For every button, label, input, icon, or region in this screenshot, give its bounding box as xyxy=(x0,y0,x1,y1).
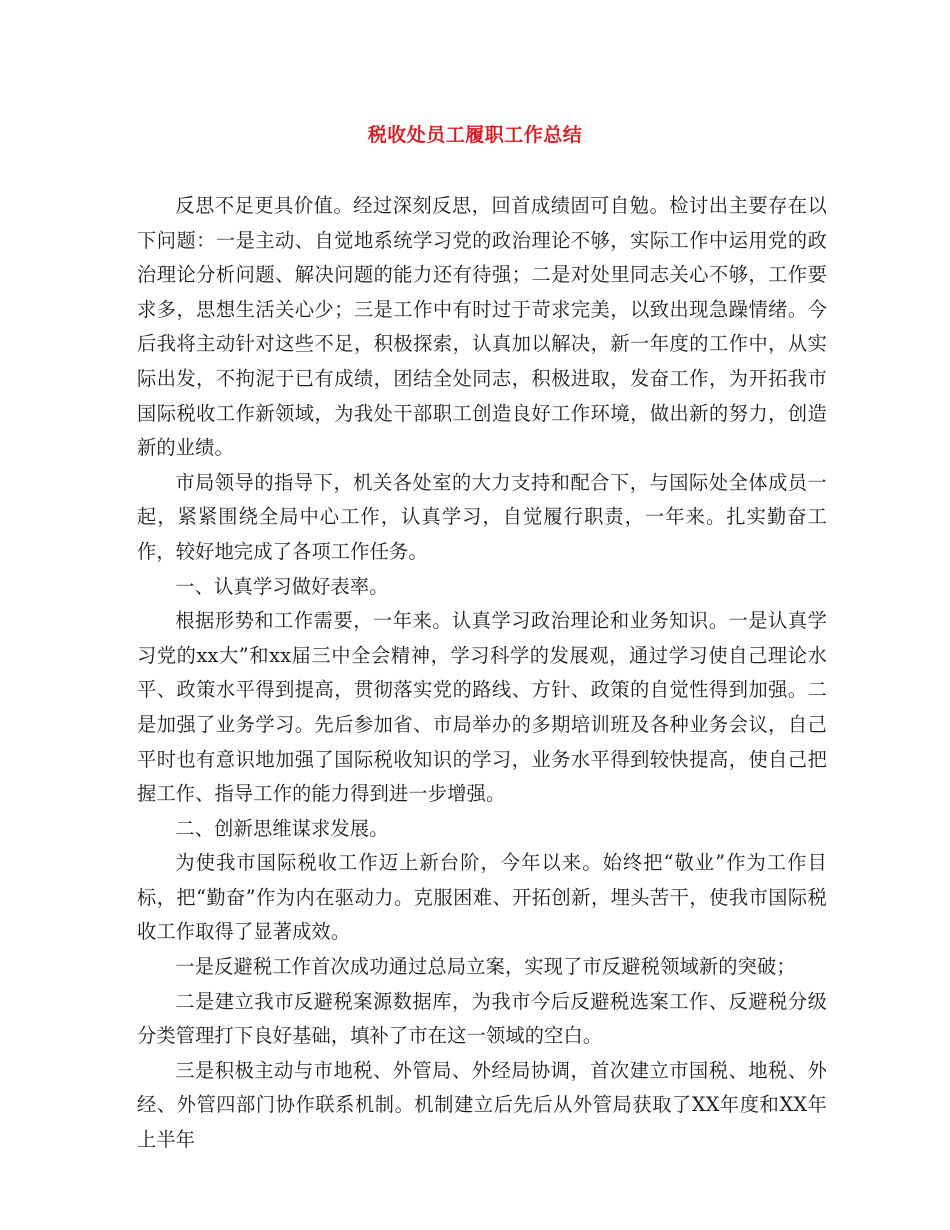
paragraph: 为使我市国际税收工作迈上新台阶，今年以来。始终把“敬业”作为工作目标，把“勤奋”作为内在驱动力。克服困难、开拓创新，埋头苦干，使我市国际税收工作取得了显著成效。 xyxy=(137,851,827,944)
section-heading: 一、认真学习做好表率。 xyxy=(175,574,389,598)
paragraph: 三是积极主动与市地税、外管局、外经局协调，首次建立市国税、地税、外经、外管四部门协作联系机制。机制建立后先后从外管局获取了XX年度和XX年上半年 xyxy=(137,1058,827,1152)
paragraph: 市局领导的指导下，机关各处室的大力支持和配合下，与国际处全体成员一起，紧紧围绕全局中心工作，认真学习，自觉履行职责，一年来。扎实勤奋工作，较好地完成了各项工作任务。 xyxy=(137,470,827,563)
paragraph: 二是建立我市反避税案源数据库，为我市今后反避税选案工作、反避税分级分类管理打下良好基础，填补了市在这一领域的空白。 xyxy=(137,989,827,1048)
document-body xyxy=(137,189,827,1158)
document-title: 税收处员工履职工作总结 xyxy=(367,124,583,146)
paragraph: 一是反避税工作首次成功通过总局立案，实现了市反避税领域新的突破； xyxy=(175,955,796,979)
paragraph: 反思不足更具价值。经过深刻反思，回首成绩固可自勉。检讨出主要存在以下问题：一是主动、自觉地系统学习党的政治理论不够，实际工作中运用党的政治理论分析问题、解决问题的能力还有待强；二是对处里同志关心不够，工作要求多，思想生活关心少；三是工作中有时过于苛求完美，以致出现急躁情绪。今后我将主动针对这些不足，积极探索，认真加以解决，新一年度的工作中，从实际出发，不拘泥于已有成绩，团结全处同志，积极进取，发奋工作，为开拓我市国际税收工作新领域，为我处干部职工创造良好工作环境，做出新的努力，创造新的业绩。 xyxy=(137,194,827,460)
section-heading: 二、创新思维谋求发展。 xyxy=(175,816,389,840)
paragraph: 根据形势和工作需要，一年来。认真学习政治理论和业务知识。一是认真学习党的xx大”和xx届三中全会精神，学习科学的发展观，通过学习使自己理论水平、政策水平得到提高，贯彻落实党的路线、方针、政策的自觉性得到加强。二是加强了业务学习。先后参加省、市局举办的多期培训班及各种业务会议，自己平时也有意识地加强了国际税收知识的学习，业务水平得到较快提高，使自己把握工作、指导工作的能力得到进一步增强。 xyxy=(137,609,827,806)
